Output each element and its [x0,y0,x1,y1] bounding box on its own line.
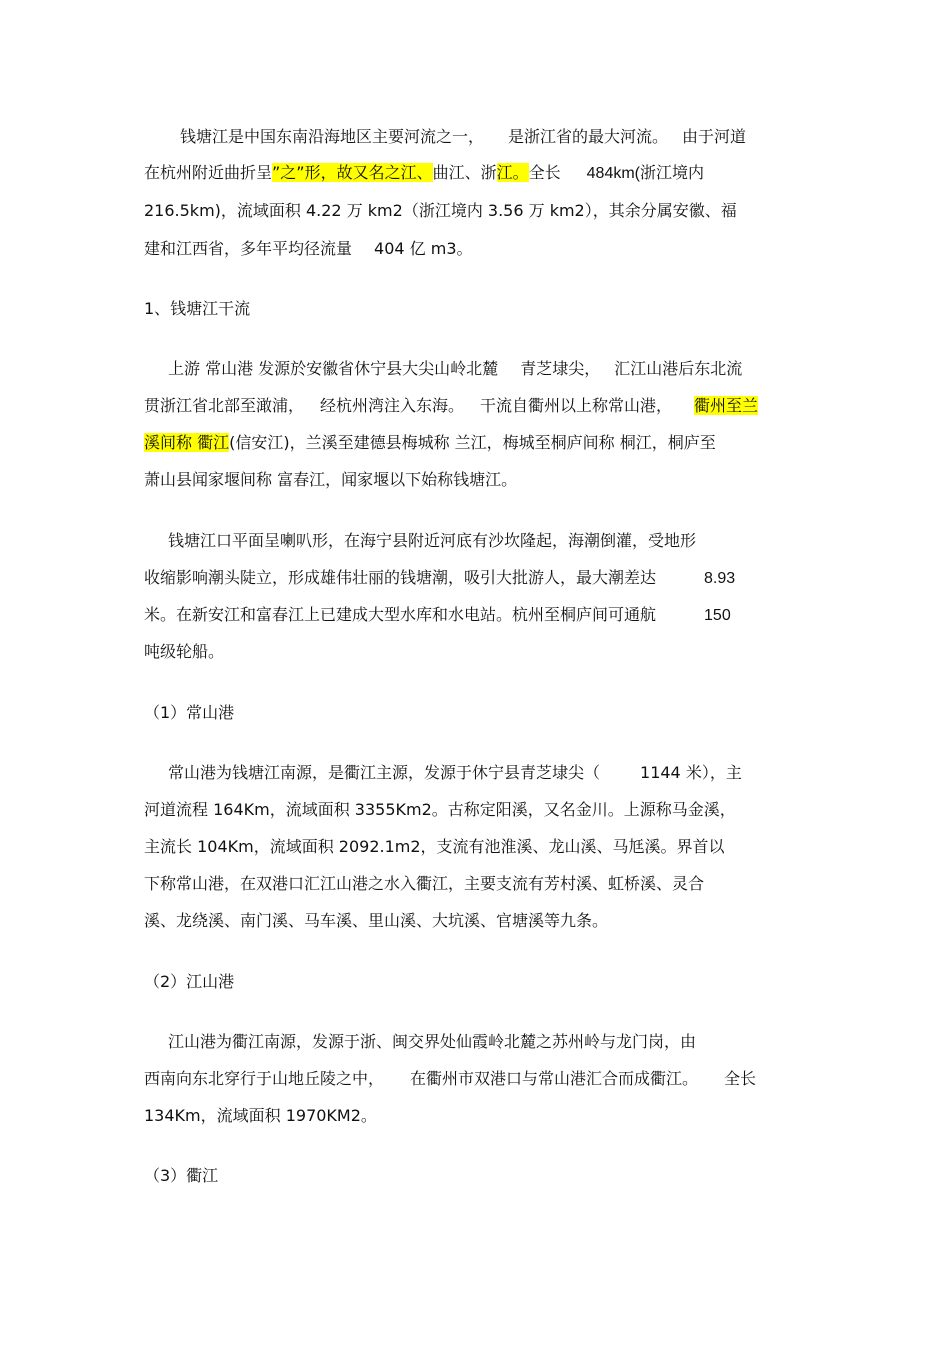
para-intro-line-2 [144,162,704,184]
para-changshan-line-1 [168,762,742,784]
para-intro-line-1 [180,126,746,148]
text-run: 404 亿 m3。 [374,239,473,258]
text-run: 216.5km)，流域面积 4.22 万 km2（浙江境内 3.56 万 km2），其余分属安徽、福 [144,201,737,220]
text-run: 钱塘江是中国东南沿海地区主要河流之一， [180,127,485,146]
para-intro-line-4 [144,238,473,260]
text-run: 钱塘江口平面呈喇叭形，在海宁县附近河底有沙坎隆起，海潮倒灌，受地形 [168,531,697,550]
para-intro-line-3 [144,200,737,222]
text-run: 134Km，流域面积 1970KM2。 [144,1106,377,1125]
text-run: 全长 [528,163,561,182]
text-run: 经杭州湾注入东海。 [320,396,465,415]
text-run: 484km(浙江境内 [586,165,705,182]
text-run: 在衢州市双港口与常山港汇合而成衢江。 [410,1069,699,1088]
para-estuary-line-2 [144,567,735,589]
highlight-zhi-river: ”之”形，故又名之江、 [272,163,433,182]
para-changshan-line-4 [144,873,704,895]
para-estuary-line-4 [144,641,224,663]
text-run: 收缩影响潮头陡立，形成雄伟壮丽的钱塘潮，吸引大批游人，最大潮差达 [144,568,657,587]
para-changshan-line-2 [144,799,736,821]
text-run: 江山港为衢江南源，发源于浙、闽交界处仙霞岭北麓之苏州岭与龙门岗，由 [168,1032,697,1051]
text-run: 青芝埭尖， [520,359,601,378]
text-run: 溪、龙绕溪、南门溪、马车溪、里山溪、大坑溪、官塘溪等九条。 [144,911,609,930]
para-jiangshan-line-1 [168,1031,696,1053]
para-estuary-line-1 [168,530,696,552]
section-heading-qujiang: （3）衢江 [144,1166,219,1185]
text-run: 在杭州附近曲折呈 [144,163,273,182]
section-heading-jiangshan-port: （2）江山港 [144,972,235,991]
text-run: 萧山县闻家堰间称 富春江，闻家堰以下始称钱塘江。 [144,470,518,489]
text-run: 贯浙江省北部至澉浦， [144,396,305,415]
section-heading-changshan-port: （1）常山港 [144,703,235,722]
text-run: 上游 常山港 发源於安徽省休宁县大尖山岭北麓 [168,359,499,378]
para-upstream-line-3 [144,432,716,454]
text-run: 河道流程 164Km，流域面积 3355Km2。古称定阳溪，又名金川。上源称马金溪， [144,800,736,819]
text-run: 吨级轮船。 [144,642,225,661]
text-run: 主流长 104Km，流域面积 2092.1m2，支流有池淮溪、龙山溪、马尪溪。界首以 [144,837,725,856]
para-upstream-line-1 [168,358,742,380]
para-jiangshan-line-3 [144,1105,377,1127]
text-run: 全长 [724,1069,757,1088]
text-run: 1144 米），主 [640,763,742,782]
para-changshan-line-5 [144,910,608,932]
text-run: 建和江西省，多年平均径流量 [144,239,353,258]
text-run: 下称常山港，在双港口汇江山港之水入衢江，主要支流有芳村溪、虹桥溪、灵合 [144,874,705,893]
para-upstream-line-2 [144,395,758,417]
para-changshan-line-3 [144,836,725,858]
text-run: 由于河道 [682,127,747,146]
text-run: 干流自衢州以上称常山港， [480,396,673,415]
highlight-zhe-river: 江。 [496,163,529,182]
text-run: 米。在新安江和富春江上已建成大型水库和水电站。杭州至桐庐间可通航 [144,605,657,624]
para-jiangshan-line-2 [144,1068,756,1090]
text-run: 曲江、浙 [432,163,497,182]
para-estuary-line-3 [144,604,731,626]
text-run: 西南向东北穿行于山地丘陵之中， [144,1069,385,1088]
para-upstream-line-4 [144,469,517,491]
section-heading-mainstream: 1、钱塘江干流 [144,299,251,318]
highlight-quzhou-lanxi: 衢州至兰 [694,396,759,415]
text-run: 150 [704,607,731,624]
text-run: 是浙江省的最大河流。 [508,127,669,146]
highlight-qujiang: 溪间称 衢江 [144,433,230,452]
text-run: 汇江山港后东北流 [614,359,743,378]
text-run: 常山港为钱塘江南源，是衢江主源，发源于休宁县青芝埭尖（ [168,763,601,782]
text-run: 8.93 [704,570,736,587]
text-run: (信安江)，兰溪至建德县梅城称 兰江，梅城至桐庐间称 桐江，桐庐至 [229,433,716,452]
